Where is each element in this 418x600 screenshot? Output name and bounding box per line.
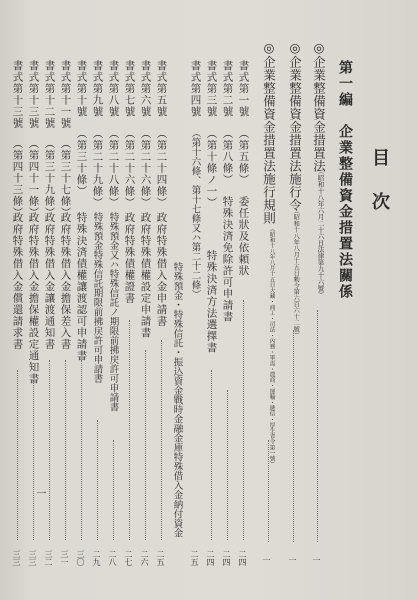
form-rule: （第二十六條） [139, 128, 152, 209]
form-title: 政府特殊借入金擔保權設定通知書 [27, 212, 40, 385]
form-number: 書式第十一號 [59, 60, 72, 129]
page-number: 二五 [156, 550, 165, 566]
form-title: 政府特殊借入金申請書 [155, 212, 168, 327]
form-title: 特殊決済免除許可申請書 [221, 196, 234, 323]
form-title: 特殊預金又ハ特殊信託ノ期限前拂戻許可申請書 [107, 212, 119, 412]
page-number: 二五 [190, 550, 199, 566]
form-title: 委任狀及依頼狀 [237, 196, 250, 277]
form-rule: （第二十六條） [123, 128, 136, 209]
law-note: （昭和十八年六月二十六日法律第九十六號） [316, 168, 325, 298]
page-number: 二六 [140, 550, 149, 566]
form-rule: （第三十條） [75, 128, 88, 197]
form-number: 書式第五號 [155, 60, 168, 118]
page-number: 二九 [92, 550, 101, 566]
form-number: 書式第十三號 [11, 60, 24, 129]
form-number: 書式第三號 [205, 60, 218, 118]
form-title: 特殊預金・特殊信託・振込資金戰時金融金庫特殊借入金納付資金 [171, 262, 183, 538]
page-number: 三二 [44, 550, 53, 566]
form-title: 特殊決済方法選擇書 [205, 250, 218, 354]
form-rule: （第四十三條） [11, 138, 24, 219]
law-title: ◎企業整備資金措置法施行規則 [261, 40, 277, 225]
law-title: ◎企業整備資金措置法 [311, 40, 327, 173]
form-title: 政府特殊借入金擔保差入書 [59, 212, 72, 350]
form-number: 書式第八號 [107, 60, 120, 118]
form-rule: （第二十九條） [91, 128, 104, 209]
toc-heading: 目次 [369, 148, 390, 236]
form-rule: （第八條） [221, 128, 234, 186]
form-number: 書式第七號 [123, 60, 136, 118]
form-title: 政府特殊債權設定申請書 [139, 212, 152, 339]
form-number: 書式第六號 [139, 60, 152, 118]
form-rule: （第十六條、第十七條又ハ第二十二條） [189, 128, 201, 299]
page-number: 二八 [108, 550, 117, 566]
form-title: 政府特殊借入金讓渡通知書 [43, 212, 56, 350]
part-heading: 第一編 企業整備資金措置法關係 [337, 60, 353, 300]
form-rule: （第三十九條） [43, 138, 56, 219]
form-rule: （第二十四條） [155, 128, 168, 209]
page-number: 二四 [222, 550, 231, 566]
page-number: 三三 [28, 550, 37, 566]
page-number: 二四 [238, 550, 247, 566]
form-number: 書式第一號 [237, 60, 250, 118]
form-number: 書式第四號 [189, 60, 202, 118]
law-title: ◎企業整備資金措置法施行令 [287, 40, 303, 212]
law-note: （昭和十八年八月十五日大藏・商工・司法・內務・軍需・農商・運輸・遞信・厚生省令第一號） [268, 226, 275, 467]
page-mark: 一 [34, 488, 45, 498]
form-title: 特殊預金特殊信託期限前拂戻許可申請書 [91, 212, 103, 383]
form-rule: （第三十七條） [59, 138, 72, 219]
form-rule: （第二十八條） [107, 128, 120, 209]
page-number: 二四 [206, 550, 215, 566]
form-number: 書式第十三號 [27, 60, 40, 129]
form-number: 書式第十二號 [43, 60, 56, 129]
law-note: （昭和十八年八月十五日勅令第六百六十二號） [292, 208, 300, 339]
page-number: 一 [262, 556, 271, 564]
form-number: 書式第九號 [91, 60, 104, 118]
form-rule: （第四十一條） [27, 138, 40, 219]
page-number: 一 [288, 556, 297, 564]
page-number: 三三 [12, 550, 21, 566]
page-number: 二七 [124, 550, 133, 566]
form-number: 書式第二號 [221, 60, 234, 118]
form-title: 特殊決済債權讓渡認可申請書 [75, 212, 88, 362]
form-title: 政府特殊債權證書 [123, 212, 136, 304]
page-number: 一 [312, 556, 321, 564]
form-rule: （第五條） [237, 128, 250, 186]
form-rule: （第十條ノ一） [205, 128, 218, 209]
form-number: 書式第十號 [75, 60, 88, 118]
page-number: 三〇 [76, 550, 85, 566]
page-number: 三一 [60, 550, 69, 566]
form-title: 政府特殊借入金償還請求書 [11, 212, 24, 350]
